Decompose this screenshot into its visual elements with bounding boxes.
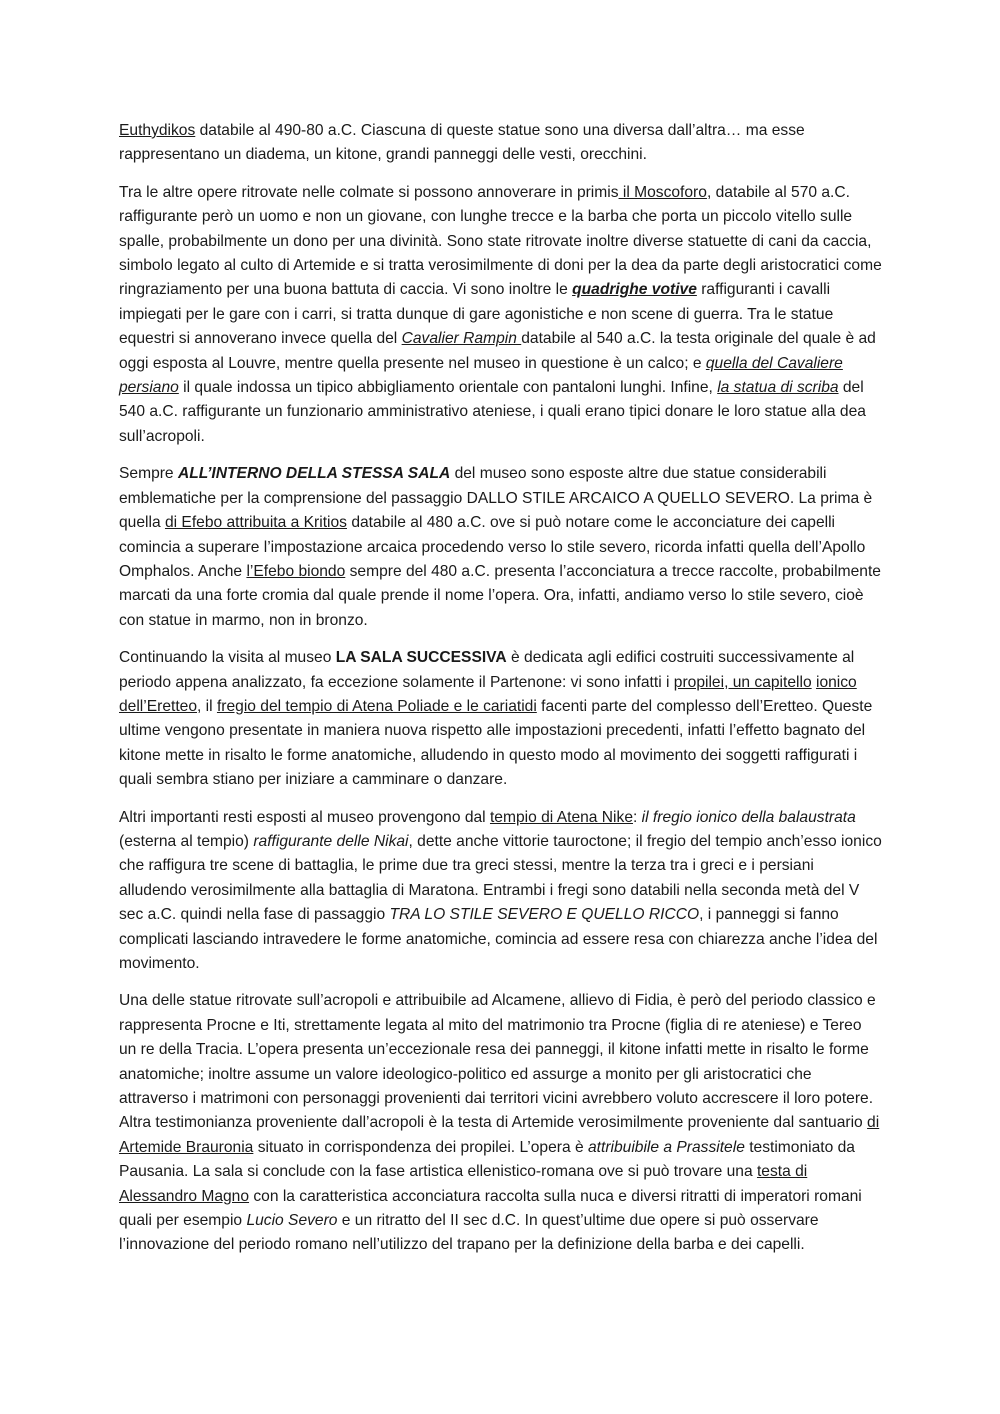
text-run: (esterna al tempio) bbox=[119, 832, 254, 850]
text-run: testimoniato da Pausania. La sala si conclude con la fase artistica ellenistico-romana ove si può trovare una bbox=[119, 1138, 855, 1181]
formatted-text: di Artemide Brauronia bbox=[119, 1114, 880, 1156]
text-run: , il bbox=[197, 697, 217, 715]
formatted-text: raffigurante delle Nikai bbox=[253, 832, 409, 850]
document-body bbox=[119, 119, 883, 1271]
formatted-text: di Efebo attribuita a Kritios bbox=[164, 514, 347, 532]
formatted-text: LA SALA SUCCESSIVA bbox=[335, 649, 507, 667]
text-run: facenti parte del complesso dell’Eretteo. Queste ultime vengono presentate in maniera nuova rispetto alle impostazioni precedenti, infatti l’effetto bagnato del kitone mette in risalto le forme anatomiche, alludendo in questo modo al movimento dei soggetti raffigurati i quali sembra stiano per iniziare a camminare o danzare. bbox=[119, 697, 873, 789]
formatted-text: il fregio ionico della balaustrata bbox=[641, 808, 856, 826]
paragraph bbox=[119, 989, 883, 1257]
formatted-text: il Moscoforo bbox=[618, 183, 707, 201]
formatted-text: TRA LO STILE SEVERO E QUELLO RICCO bbox=[389, 906, 700, 924]
text-run: raffiguranti i cavalli impiegati per le gare con i carri, si tratta dunque di gare agonistiche e non scene di guerra. Tra le statue equestri si annoverano invece quella del bbox=[119, 281, 834, 348]
text-run: , i panneggi si fanno complicati lasciando intravedere le forme anatomiche, comincia ad essere resa con chiarezza anche l’idea del movimento. bbox=[119, 906, 878, 972]
text-run: Altri importanti resti esposti al museo provengono dal bbox=[119, 808, 490, 826]
text-run: , databile al 570 a.C. raffigurante però un uomo e non un giovane, con lunghe trecce e la barba che porta un piccolo vitello sulle spalle, probabilmente un dono per una divinità. Sono state ritrovate inoltre diverse statuette di cani da caccia, simbolo legato al culto di Artemide e si tratta verosimilmente di doni per la dea da parte degli aristocratici come ringraziamento per una buona battuta di caccia. Vi sono inoltre le bbox=[119, 183, 882, 299]
text-run: del 540 a.C. raffigurante un funzionario amministrativo ateniese, i quali erano tipici donare le loro statue alla dea sull’acropoli. bbox=[119, 379, 866, 445]
text-run: con la caratteristica acconciatura raccolta sulla nuca e diversi ritratti di imperatori romani quali per esempio bbox=[119, 1187, 862, 1230]
text-run: Sempre bbox=[119, 465, 178, 483]
paragraph bbox=[119, 181, 883, 449]
formatted-text: propilei, un capitello bbox=[673, 673, 812, 691]
formatted-text: Cavalier Rampin bbox=[401, 330, 522, 348]
text-run: Continuando la visita al museo bbox=[119, 649, 336, 667]
formatted-text: testa di Alessandro Magno bbox=[119, 1163, 808, 1205]
paragraph bbox=[119, 462, 883, 633]
formatted-text: la statua di scriba bbox=[717, 379, 839, 397]
text-run: Tra le altre opere ritrovate nelle colmate si possono annoverare in primis bbox=[119, 183, 619, 201]
text-run: Una delle statue ritrovate sull’acropoli e attribuibile ad Alcamene, allievo di Fidia, è però del periodo classico e rappresenta Procne e Iti, strettamente legata al mito del matrimonio tra Procne (figlia di re ateniese) e Tereo un re della Tracia. L’opera presenta un’eccezionale resa dei panneggi, il kitone infatti mette in risalto le forme anatomiche; inoltre assume un valore ideologico-politico ed assurge a monito per gli aristocratici che attraverso i matrimoni con personaggi provenienti dai territori vicini avrebbero voluto accrescere il loro potere. Altra testimonianza proveniente dall’acropoli è la testa di Artemide verosimilmente proveniente dal santuario bbox=[119, 992, 876, 1132]
paragraph bbox=[119, 119, 883, 168]
formatted-text: Lucio Severo bbox=[246, 1212, 338, 1230]
formatted-text: quadrighe votive bbox=[572, 281, 697, 299]
formatted-text: fregio del tempio di Atena Poliade e le cariatidi bbox=[216, 697, 537, 715]
text-run: sempre del 480 a.C. presenta l’acconciatura a trecce raccolte, probabilmente marcati da una forte cromia dal quale prende il nome l’opera. Ora, infatti, andiamo verso lo stile severo, cioè con statue in marmo, non in bronzo. bbox=[119, 562, 881, 629]
formatted-text: ALL’INTERNO DELLA STESSA SALA bbox=[177, 465, 451, 483]
text-run: databile al 540 a.C. la testa originale del quale è ad oggi esposta al Louvre, mentre quella presente nel museo in questione è un calco; e bbox=[119, 330, 876, 372]
formatted-text: Euthydikos bbox=[119, 122, 196, 139]
paragraph bbox=[119, 806, 883, 977]
text-run: del museo sono esposte altre due statue considerabili emblematiche per la comprensione del passaggio DALLO STILE ARCAICO A QUELLO SEVERO. La prima è quella bbox=[119, 465, 873, 532]
text-run: databile al 490-80 a.C. Ciascuna di queste statue sono una diversa dall’altra… ma esse rappresentano un diadema, un kitone, grandi panneggi delle vesti, orecchini. bbox=[119, 122, 805, 164]
formatted-text: ionico dell’Eretteo bbox=[119, 673, 857, 715]
formatted-text: tempio di Atena Nike bbox=[489, 808, 633, 826]
formatted-text: attribuibile a Prassitele bbox=[587, 1138, 745, 1156]
formatted-text: quella del Cavaliere persiano bbox=[119, 354, 843, 397]
text-run: il quale indossa un tipico abbigliamento orientale con pantaloni lunghi. Infine, bbox=[178, 379, 718, 397]
text-run: situato in corrispondenza dei propilei. L’opera è bbox=[253, 1138, 588, 1156]
paragraph bbox=[119, 646, 883, 792]
text-run: : bbox=[633, 808, 642, 826]
text-run: , dette anche vittorie tauroctone; il fregio del tempio anch’esso ionico che raffigura tre scene di battaglia, le prime due tra greci stessi, mentre la terza tra i greci e i persiani alludendo verosimilmente alla battaglia di Maratona. Entrambi i fregi sono databili nella seconda metà del V sec a.C. quindi nella fase di passaggio bbox=[119, 832, 882, 924]
text-run: e un ritratto del II sec d.C. In quest’ultime due opere si può osservare l’innovazione del periodo romano nell’utilizzo del trapano per la definizione della barba e dei capelli. bbox=[119, 1212, 819, 1254]
text-run: è dedicata agli edifici costruiti successivamente al periodo appena analizzato, fa eccezione solamente il Partenone: vi sono infatti i bbox=[119, 649, 855, 691]
formatted-text: l’Efebo biondo bbox=[246, 562, 346, 580]
text-run: databile al 480 a.C. ove si può notare come le acconciature dei capelli comincia a superare l’impostazione arcaica procedendo verso lo stile severo, ricorda infatti quella dell’Apollo Omphalos. Anche bbox=[119, 514, 866, 580]
